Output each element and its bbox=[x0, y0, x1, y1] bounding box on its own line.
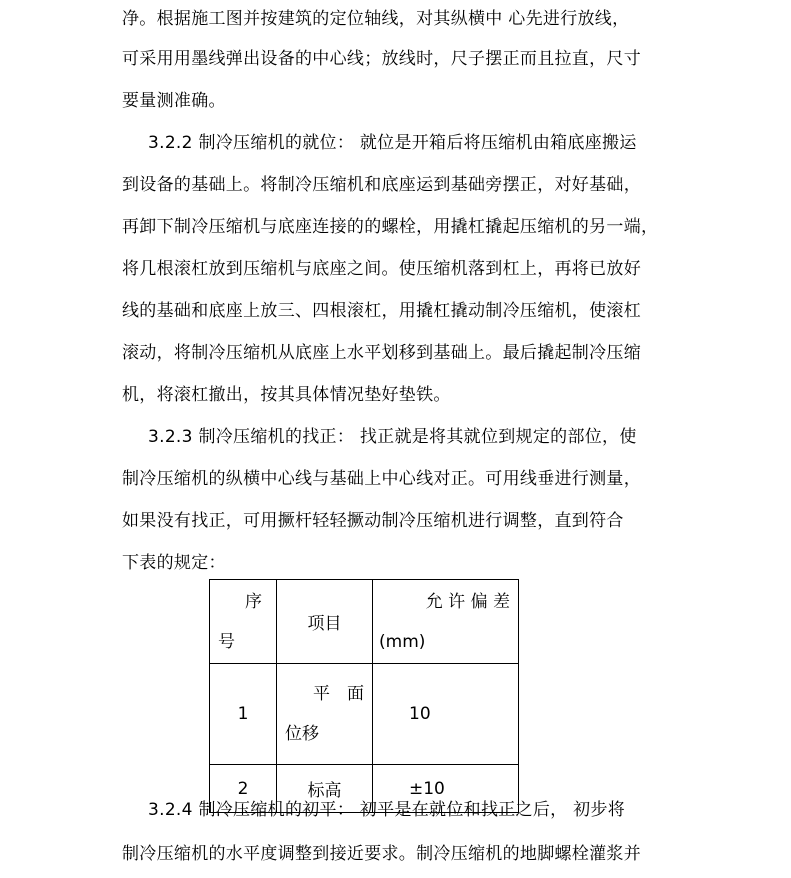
table-header-row bbox=[210, 580, 519, 664]
row-no: 2 bbox=[237, 778, 249, 799]
header-cell-no bbox=[210, 580, 277, 664]
section-3-2-4-heading-line: 3.2.4 制冷压缩机的初平： 初平是在就位和找正之后， 初步将 bbox=[148, 800, 626, 820]
table-row bbox=[210, 664, 519, 765]
text-line: 可采用用墨线弹出设备的中心线；放线时，尺子摆正而且拉直，尺寸 bbox=[122, 49, 641, 69]
header-no-line2: 号 bbox=[218, 631, 235, 652]
text-line: 下表的规定： bbox=[122, 553, 226, 573]
text-line: 到设备的基础上。将制冷压缩机和底座运到基础旁摆正，对好基础， bbox=[122, 175, 641, 195]
text-line: 再卸下制冷压缩机与底座连接的的螺栓，用撬杠撬起压缩机的另一端， bbox=[122, 217, 659, 237]
text-line: 制冷压缩机的纵横中心线与基础上中心线对正。可用线垂进行测量， bbox=[122, 469, 641, 489]
row-no-cell bbox=[210, 664, 277, 765]
header-tolerance-line1: 允 许 偏 差 bbox=[425, 591, 510, 612]
tolerance-table bbox=[209, 579, 519, 813]
row-value: 10 bbox=[409, 704, 431, 724]
text-line: 要量测准确。 bbox=[122, 91, 226, 111]
section-3-2-2-heading-line: 3.2.2 制冷压缩机的就位： 就位是开箱后将压缩机由箱底座搬运 bbox=[148, 133, 637, 153]
text-line: 线的基础和底座上放三、四根滚杠，用撬杠撬动制冷压缩机，使滚杠 bbox=[122, 301, 641, 321]
header-item-label: 项目 bbox=[307, 614, 342, 634]
text-line: 如果没有找正，可用撅杆轻轻撅动制冷压缩机进行调整，直到符合 bbox=[122, 511, 624, 531]
row-item: 标高 bbox=[307, 781, 342, 801]
row-value-cell bbox=[373, 664, 519, 765]
header-cell-tolerance bbox=[373, 580, 519, 664]
text-line: 制冷压缩机的水平度调整到接近要求。制冷压缩机的地脚螺栓灌浆并 bbox=[122, 844, 641, 864]
header-cell-item bbox=[277, 580, 373, 664]
text-line: 将几根滚杠放到压缩机与底座之间。使压缩机落到杠上，再将已放好 bbox=[122, 259, 641, 279]
row-item-line1: 平 面 bbox=[313, 684, 364, 704]
text-line: 滚动，将制冷压缩机从底座上水平划移到基础上。最后撬起制冷压缩 bbox=[122, 343, 641, 363]
section-3-2-3-heading-line: 3.2.3 制冷压缩机的找正： 找正就是将其就位到规定的部位，使 bbox=[148, 427, 637, 447]
text-line: 净。根据施工图并按建筑的定位轴线，对其纵横中 心先进行放线， bbox=[122, 9, 630, 29]
row-value: ±10 bbox=[409, 778, 445, 799]
text-line: 机，将滚杠撤出，按其具体情况垫好垫铁。 bbox=[122, 385, 451, 405]
header-no-line1: 序 bbox=[245, 591, 262, 612]
row-no: 1 bbox=[237, 704, 249, 724]
row-item-line2: 位移 bbox=[285, 724, 319, 744]
header-tolerance-line2: (mm) bbox=[379, 631, 426, 652]
row-item-cell bbox=[277, 664, 373, 765]
